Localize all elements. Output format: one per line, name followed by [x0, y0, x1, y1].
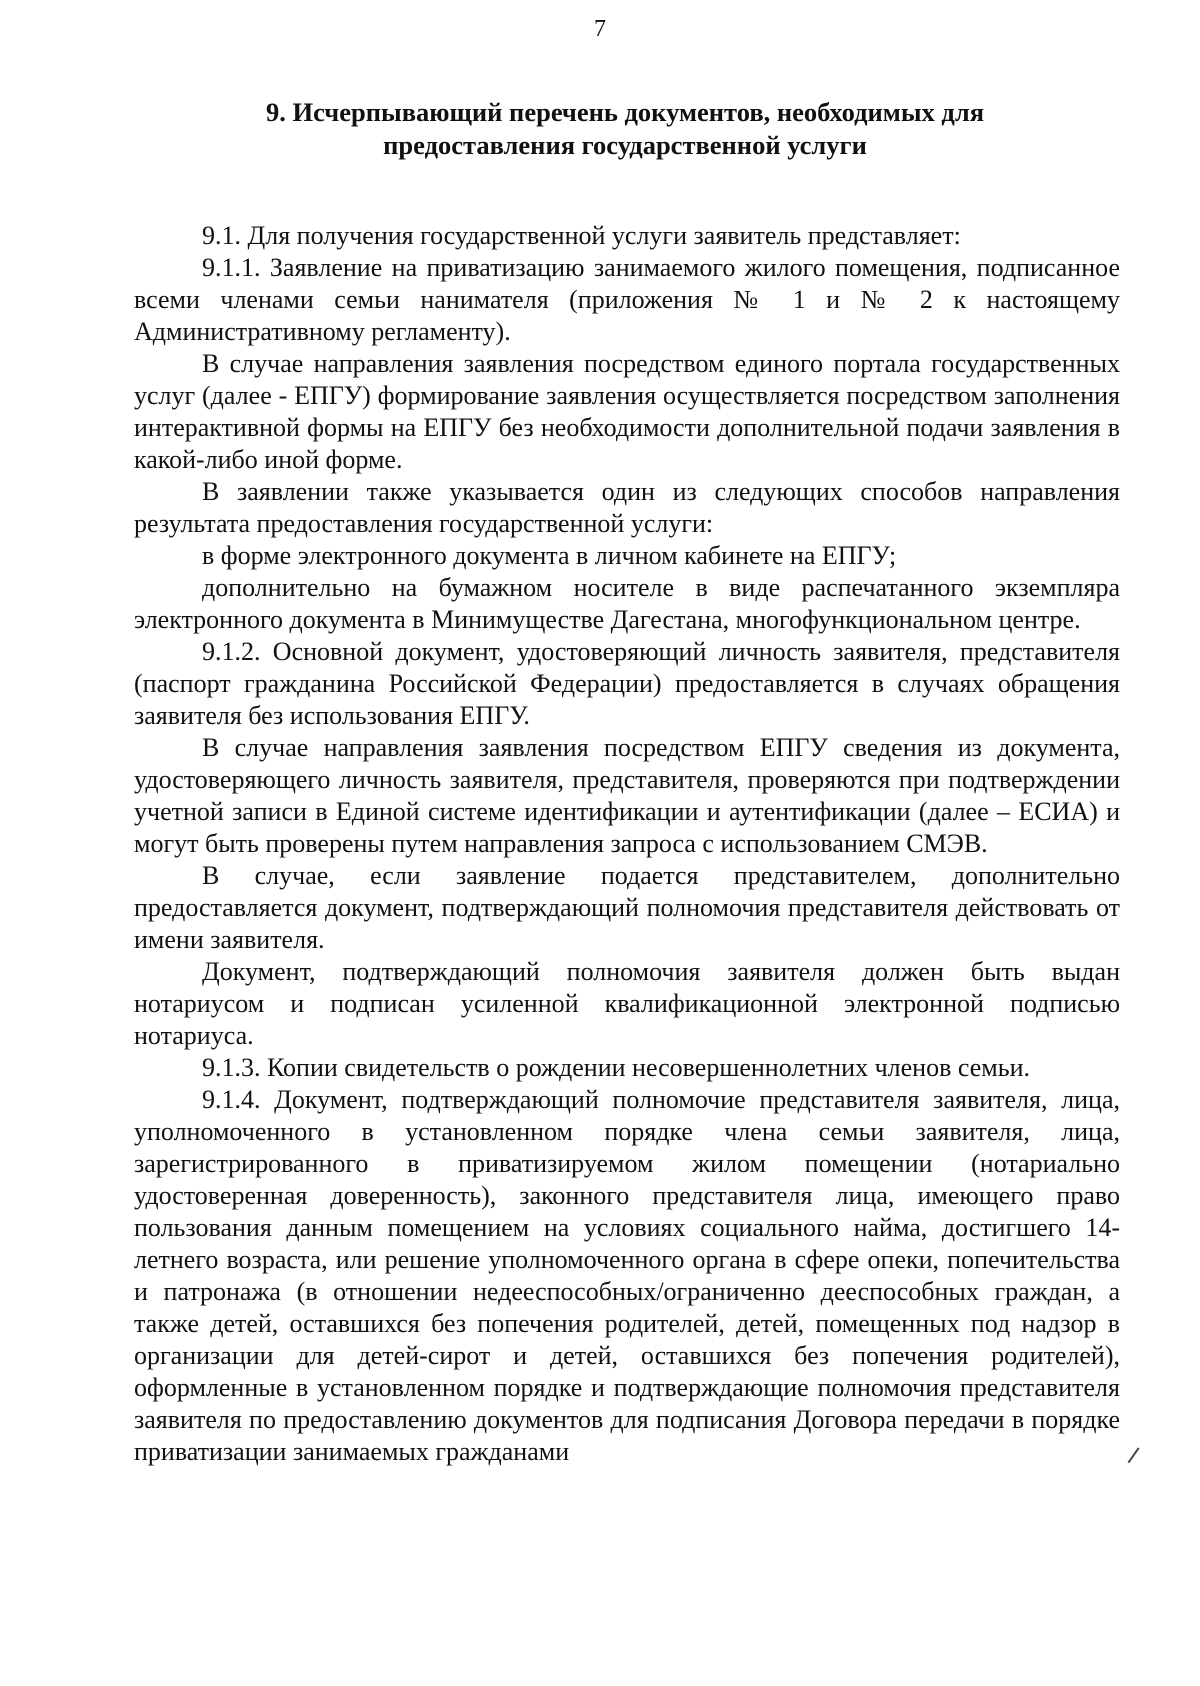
paragraph-9-1-4: 9.1.4. Документ, подтверждающий полномочие представителя заявителя, лица, уполномоченного в установленном порядке члена семьи заявителя, лица, зарегистрированного в приватизируемом жилом помещении (нотариально удостоверенная доверенность), законного представителя лица, имеющего право пользования данным помещением на условиях социального найма, достигшего 14-летнего возраста, или решение уполномоченного органа в сфере опеки, попечительства и патронажа (в отношении недееспособных/ограниченно дееспособных граждан, а также детей, оставшихся без попечения родителей, детей, помещенных под надзор в организации для детей-сирот и детей, оставшихся без попечения родителей), оформленные в установленном порядке и подтверждающие полномочия представителя заявителя по предоставлению документов для подписания Договора передачи в порядке приватизации занимаемых гражданами [134, 1085, 1120, 1466]
paragraph-notary: Документ, подтверждающий полномочия заявителя должен быть выдан нотариусом и подписан усиленной квалификационной электронной подписью нотариуса. [134, 957, 1120, 1050]
section-heading-line-1: 9. Исчерпывающий перечень документов, необходимых для [265, 97, 985, 127]
document-body [134, 220, 1120, 1468]
paragraph-9-1-2: 9.1.2. Основной документ, удостоверяющий личность заявителя, представителя (паспорт гражданина Российской Федерации) предоставляется в случаях обращения заявителя без использования ЕПГУ. [134, 637, 1120, 730]
paragraph-result-methods: В заявлении также указывается один из следующих способов направления результата предоставления государственной услуги: [134, 477, 1120, 538]
page-number: 7 [594, 16, 606, 42]
section-heading [130, 96, 1120, 162]
paragraph-representative: В случае, если заявление подается представителем, дополнительно предоставляется документ, подтверждающий полномочия представителя действовать от имени заявителя. [134, 861, 1120, 954]
paragraph-9-1: 9.1. Для получения государственной услуги заявитель представляет: [202, 221, 961, 250]
paragraph-9-1-1: 9.1.1. Заявление на приватизацию занимаемого жилого помещения, подписанное всеми членами семьи нанимателя (приложения № 1 и № 2 к настоящему Административному регламенту). [134, 253, 1120, 346]
paragraph-esia-verification: В случае направления заявления посредством ЕПГУ сведения из документа, удостоверяющего личность заявителя, представителя, проверяются при подтверждении учетной записи в Единой системе идентификации и аутентификации (далее – ЕСИА) и могут быть проверены путем направления запроса с использованием СМЭВ. [134, 733, 1120, 858]
paragraph-9-1-3: 9.1.3. Копии свидетельств о рождении несовершеннолетних членов семьи. [202, 1053, 1030, 1082]
paragraph-paper-form: дополнительно на бумажном носителе в виде распечатанного экземпляра электронного документа в Минимуществе Дагестана, многофункциональном центре. [134, 573, 1120, 634]
section-heading-line-2: предоставления государственной услуги [383, 130, 867, 160]
paragraph-epgu-application: В случае направления заявления посредством единого портала государственных услуг (далее - ЕПГУ) формирование заявления осуществляется посредством заполнения интерактивной формы на ЕПГУ без необходимости дополнительной подачи заявления в какой-либо иной форме. [134, 349, 1120, 474]
paragraph-electronic-form: в форме электронного документа в личном кабинете на ЕПГУ; [202, 541, 897, 570]
scan-artifact-mark [1128, 1447, 1145, 1466]
